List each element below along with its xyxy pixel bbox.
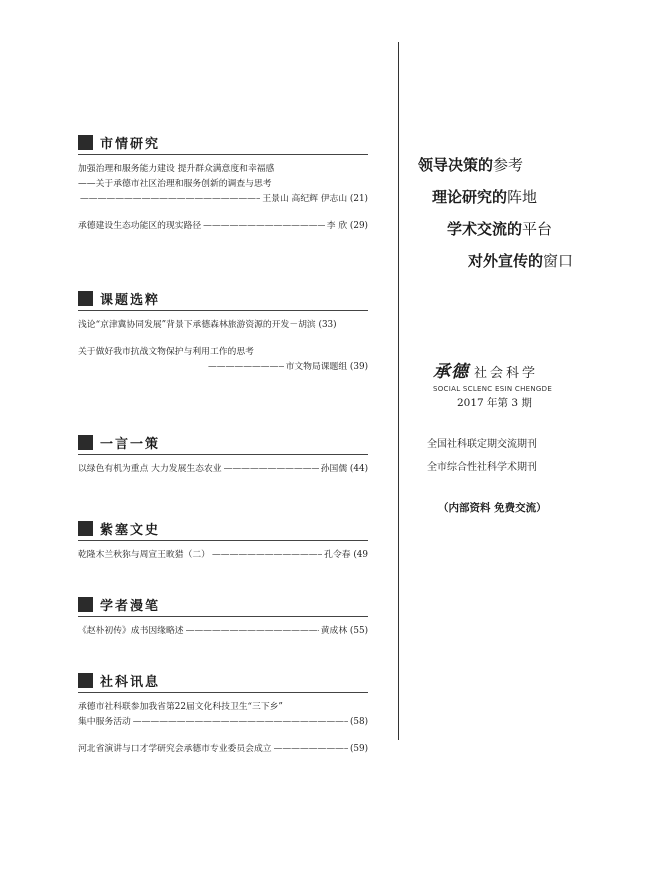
section-marker-icon (78, 435, 93, 450)
section-rule (78, 540, 368, 541)
slogan-3 (447, 218, 552, 239)
section-heading (78, 594, 368, 614)
toc-entry-line (78, 742, 368, 757)
toc-entry[interactable] (78, 624, 368, 639)
vertical-divider (398, 42, 399, 740)
toc-entry-author-page: 孔令春 (49 (324, 550, 368, 560)
toc-entry-line (78, 177, 368, 192)
toc-entry-author-page: 黄成林 (55) (320, 626, 368, 636)
toc-entry-text: 乾隆木兰秋狝与周宣王畋猎（二） (78, 550, 210, 560)
slogan-2-light: 阵地 (507, 188, 538, 206)
masthead-english: SOCIAL SCLENC ESIN CHENGDE (433, 385, 553, 393)
toc-entry-line (78, 162, 368, 177)
toc-section (78, 132, 368, 246)
toc-entry-text: 集中服务活动 (78, 717, 131, 727)
masthead-name: 社会科学 (474, 366, 539, 381)
description-1: 全国社科联定期交流期刊 (427, 439, 537, 450)
toc-entry-text: 河北省演讲与口才学研究会承德市专业委员会成立 (78, 744, 272, 754)
section-marker-icon (78, 521, 93, 536)
section-title: 一言一策 (100, 436, 161, 452)
section-rule (78, 454, 368, 455)
section-heading (78, 432, 368, 452)
section-title: 学者漫笔 (100, 598, 161, 614)
toc-leader-dashes (208, 360, 284, 375)
toc-entry-author-page: (58) (349, 717, 368, 727)
section-marker-icon (78, 597, 93, 612)
toc-entry[interactable] (78, 219, 368, 234)
toc-entry-text: 以绿色有机为重点 大力发展生态农业 (78, 464, 222, 474)
slogan-1-bold: 领导决策的 (418, 156, 494, 174)
section-marker-icon (78, 291, 93, 306)
toc-entry-text: 承德市社科联参加我省第22届文化科技卫生“三下乡” (78, 702, 283, 712)
toc-leader-dashes (274, 742, 348, 757)
section-marker-icon (78, 135, 93, 150)
toc-leader-dashes (133, 715, 348, 730)
description-2: 全市综合性社科学术期刊 (427, 462, 537, 473)
toc-entry[interactable] (78, 742, 368, 757)
toc-entry-text: 浅论“京津冀协同发展”背景下承德森林旅游资源的开发－胡滨 (33) (78, 320, 337, 330)
toc-leader-dashes (224, 462, 319, 477)
issue-number: 2017 年第 3 期 (457, 397, 532, 409)
slogan-4 (468, 250, 573, 271)
toc-leader-dashes (212, 548, 322, 563)
section-title: 市情研究 (100, 136, 161, 152)
toc-entry-text: 《赵朴初传》成书因缘略述 (78, 626, 184, 636)
toc-entry-line (78, 360, 368, 375)
toc-entry-line (78, 548, 368, 563)
section-heading (78, 518, 368, 538)
toc-leader-dashes (203, 219, 325, 234)
toc-entry-author-page: 王景山 高纪辉 伊志山 (21) (262, 194, 368, 204)
toc-entry-line (78, 462, 368, 477)
toc-entry-text: 承德建设生态功能区的现实路径 (78, 221, 202, 231)
toc-leader-dashes (80, 192, 260, 207)
toc-section (78, 594, 368, 651)
journal-masthead (433, 357, 583, 393)
toc-section (78, 432, 368, 489)
circulation-note: （内部资料 免费交流） (438, 502, 547, 514)
section-marker-icon (78, 673, 93, 688)
toc-entry-author-page: (59) (349, 744, 368, 754)
section-rule (78, 310, 368, 311)
slogan-1-light: 参考 (493, 156, 524, 174)
toc-entry[interactable] (78, 345, 368, 375)
section-heading (78, 132, 368, 152)
section-rule (78, 692, 368, 693)
slogan-4-light: 窗口 (543, 252, 574, 270)
toc-section (78, 670, 368, 769)
toc-entry-line (78, 700, 368, 715)
toc-entry[interactable] (78, 462, 368, 477)
masthead-calligraphy-logo: 承德 (433, 362, 469, 382)
section-heading (78, 288, 368, 308)
section-title: 紫塞文史 (100, 522, 161, 538)
toc-entry-line (78, 192, 368, 207)
slogan-3-light: 平台 (522, 220, 553, 238)
toc-entry-author-page: 李 欣 (29) (326, 221, 368, 231)
toc-entry-author-page: 孙国儒 (44) (320, 464, 368, 474)
slogan-1 (418, 154, 523, 175)
toc-entry-line (78, 715, 368, 730)
toc-entry-text: 加强治理和服务能力建设 提升群众满意度和幸福感 (78, 164, 275, 174)
toc-entry-text: ——关于承德市社区治理和服务创新的调查与思考 (78, 179, 272, 189)
section-title: 课题选粹 (100, 292, 161, 308)
toc-entry[interactable] (78, 700, 368, 730)
toc-entry-text: 关于做好我市抗战文物保护与利用工作的思考 (78, 347, 254, 357)
toc-leader-dashes (186, 624, 319, 639)
section-title: 社科讯息 (100, 674, 161, 690)
slogan-3-bold: 学术交流的 (447, 220, 523, 238)
toc-entry-line (78, 318, 368, 333)
toc-entry[interactable] (78, 548, 368, 563)
section-rule (78, 154, 368, 155)
toc-entry-line (78, 345, 368, 360)
toc-entry-line (78, 219, 368, 234)
toc-entry[interactable] (78, 162, 368, 207)
toc-entry[interactable] (78, 318, 368, 333)
slogan-2-bold: 理论研究的 (432, 188, 508, 206)
section-rule (78, 616, 368, 617)
toc-entry-author-page: 市文物局课题组 (39) (285, 362, 368, 372)
slogan-4-bold: 对外宣传的 (468, 252, 544, 270)
toc-section (78, 518, 368, 575)
toc-entry-line (78, 624, 368, 639)
toc-section (78, 288, 368, 387)
slogan-2 (432, 186, 537, 207)
section-heading (78, 670, 368, 690)
